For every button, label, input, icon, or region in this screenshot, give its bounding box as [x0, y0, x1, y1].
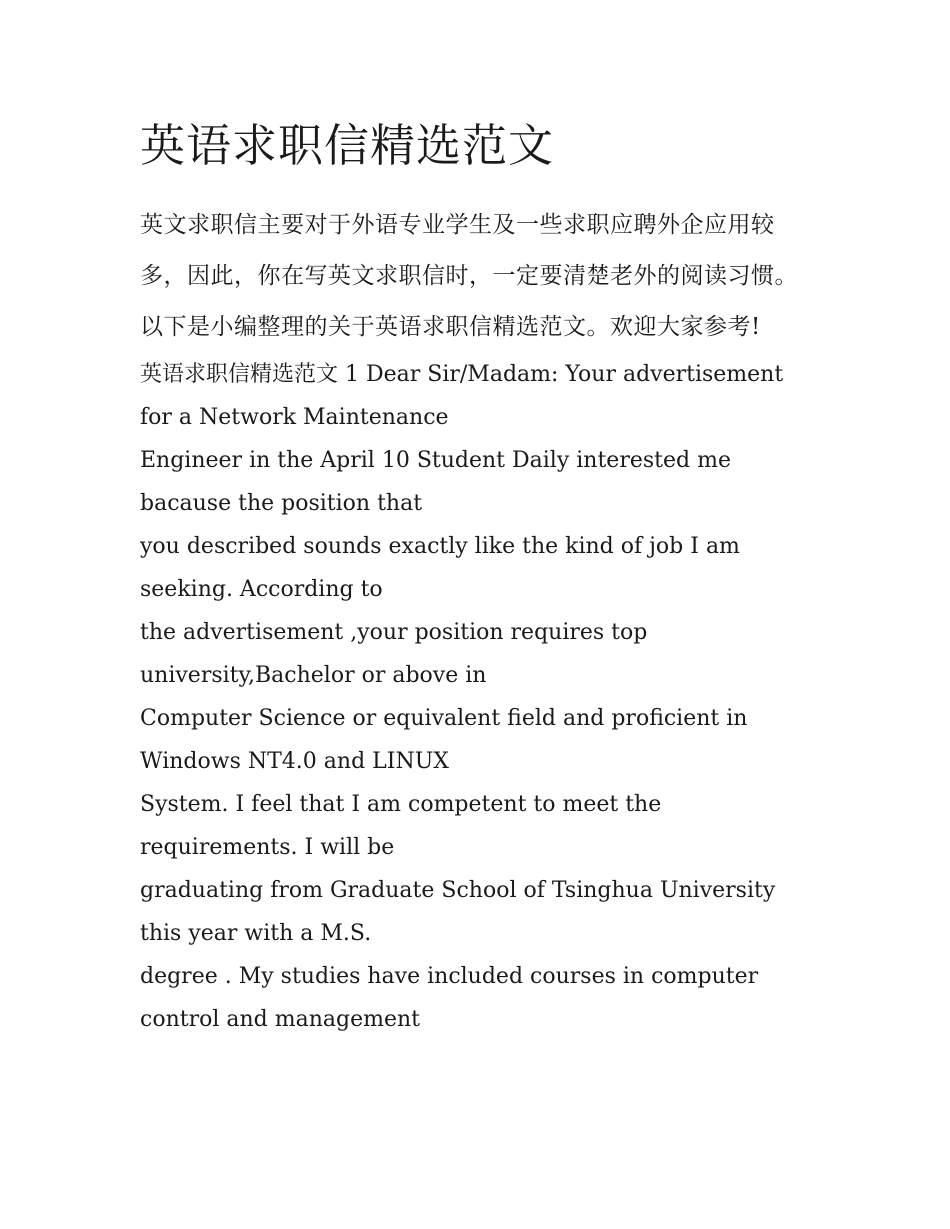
document-page	[140, 112, 812, 1041]
body-line: degree . My studies have included courses in computer control and management	[140, 964, 759, 1032]
body-line: Engineer in the April 10 Student Daily interested me bacause the position that	[140, 448, 731, 516]
body-line: you described sounds exactly like the kind of job I am seeking. According to	[140, 534, 740, 602]
body-line: System. I feel that I am competent to meet the requirements. I will be	[140, 792, 662, 860]
intro-paragraph: 英文求职信主要对于外语专业学生及一些求职应聘外企应用较多，因此，你在写英文求职信时，一定要清楚老外的阅读习惯。以下是小编整理的关于英语求职信精选范文。欢迎大家参考!	[140, 212, 798, 340]
body-line: the advertisement ,your position requires top university,Bachelor or above in	[140, 620, 648, 688]
body-line: graduating from Graduate School of Tsinghua University this year with a M.S.	[140, 878, 776, 946]
document-title: 英语求职信精选范文	[140, 119, 555, 172]
body-line: 英语求职信精选范文 1 Dear Sir/Madam: Your advertisement for a Network Maintenance	[140, 362, 784, 430]
letter-body	[140, 353, 812, 1041]
body-line: Computer Science or equivalent field and proficient in Windows NT4.0 and LINUX	[140, 706, 748, 774]
